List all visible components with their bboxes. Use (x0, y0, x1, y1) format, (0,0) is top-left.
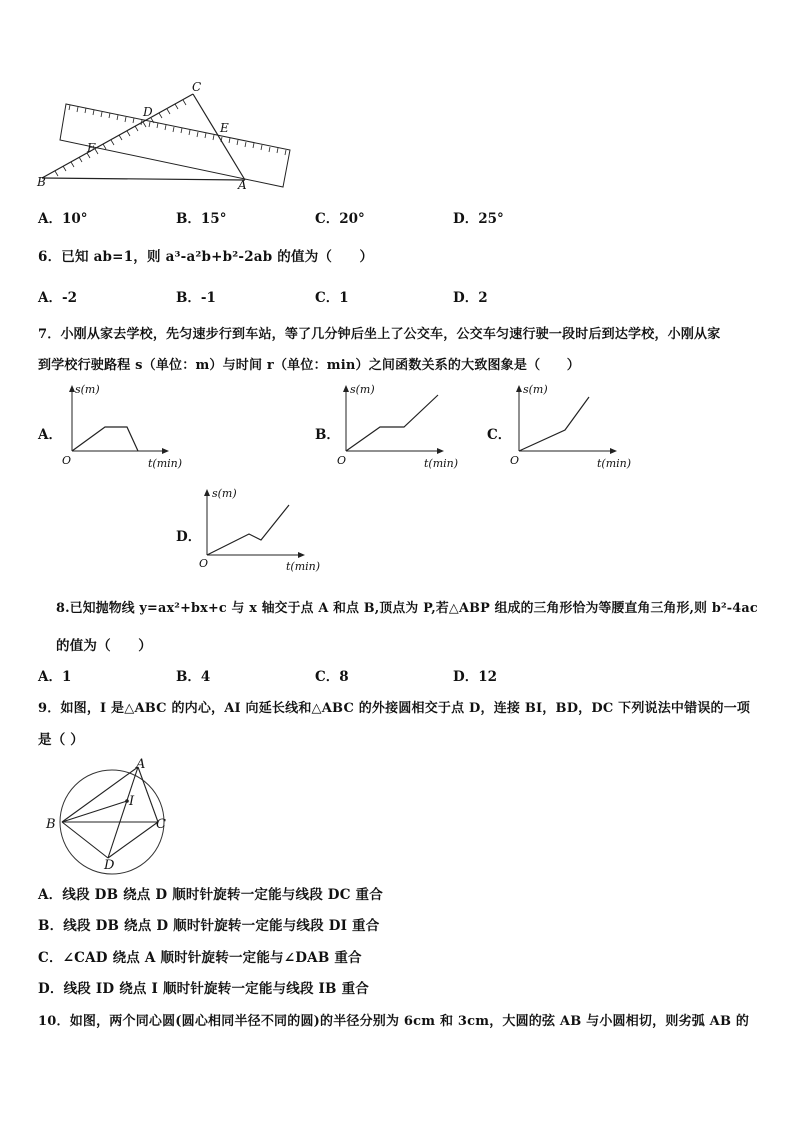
point-label-f: F (87, 141, 96, 155)
q6-option-a[interactable]: A．-2 (38, 290, 77, 306)
q7-a-origin: O (62, 454, 72, 467)
q5-option-b[interactable]: B．15° (176, 211, 227, 227)
q7-graph-d (207, 489, 327, 569)
q8-option-a[interactable]: A．1 (38, 669, 72, 685)
q7-d-x-label: t(min) (286, 560, 321, 573)
q9-stem-line1: 9．如图，I 是△ABC 的内心，AI 向延长线和△ABC 的外接圆相交于点 D，连接 BI，BD，DC 下列说法中错误的一项 (38, 701, 751, 716)
q5-option-d[interactable]: D．25° (453, 211, 504, 227)
q7-d-origin: O (199, 557, 209, 570)
q7-option-a[interactable]: A． (38, 427, 62, 443)
q7-c-origin: O (510, 454, 520, 467)
q8-option-d[interactable]: D．12 (453, 669, 497, 685)
q7-option-c[interactable]: C． (487, 427, 512, 443)
q7-c-x-label: t(min) (597, 457, 632, 470)
q7-b-x-label: t(min) (424, 457, 459, 470)
q9-point-i: I (129, 794, 135, 809)
q7-option-d[interactable]: D． (176, 529, 202, 545)
q9-stem-line2: 是（ ） (38, 732, 84, 748)
q9-point-b: B (46, 817, 56, 832)
q6-option-d[interactable]: D．2 (453, 290, 488, 306)
q6-option-b[interactable]: B．-1 (176, 290, 216, 306)
q7-b-y-label: s(m) (350, 383, 375, 396)
q8-stem-line1: 8.已知抛物线 y=ax²+bx+c 与 x 轴交于点 A 和点 B,顶点为 P,若△ABP 组成的三角形恰为等腰直角三角形,则 b²-4ac (56, 601, 758, 616)
q9-option-b[interactable]: B．线段 DB 绕点 D 顺时针旋转一定能与线段 DI 重合 (38, 918, 380, 934)
ruler-triangle-figure (0, 0, 794, 200)
q9-option-d[interactable]: D．线段 ID 绕点 I 顺时针旋转一定能与线段 IB 重合 (38, 981, 369, 997)
q9-option-a[interactable]: A．线段 DB 绕点 D 顺时针旋转一定能与线段 DC 重合 (38, 887, 383, 903)
q6-stem: 6．已知 ab=1，则 a³-a²b+b²-2ab 的值为（ ） (38, 249, 374, 265)
point-label-e: E (220, 121, 229, 135)
q7-graph-a (72, 385, 192, 465)
q7-b-origin: O (337, 454, 347, 467)
q7-graph-c (519, 385, 639, 465)
q8-stem-line2: 的值为（ ） (56, 638, 152, 654)
point-label-b: B (37, 175, 46, 189)
q7-a-x-label: t(min) (148, 457, 183, 470)
q9-point-a: A (136, 757, 146, 772)
q7-d-y-label: s(m) (212, 487, 237, 500)
q6-option-c[interactable]: C．1 (315, 290, 349, 306)
q7-c-y-label: s(m) (523, 383, 548, 396)
q8-option-c[interactable]: C．8 (315, 669, 349, 685)
point-label-a: A (238, 178, 247, 192)
q9-option-c[interactable]: C．∠CAD 绕点 A 顺时针旋转一定能与∠DAB 重合 (38, 950, 362, 966)
q7-stem-line1: 7．小刚从家去学校，先匀速步行到车站，等了几分钟后坐上了公交车，公交车匀速行驶一段时后到达学校，小刚从家 (38, 327, 721, 342)
q9-point-c: C (156, 817, 166, 832)
q9-point-d: D (104, 858, 115, 873)
q7-option-b[interactable]: B． (315, 427, 340, 443)
q5-option-a[interactable]: A．10° (38, 211, 88, 227)
point-label-c: C (192, 80, 202, 94)
point-label-d: D (143, 105, 153, 119)
q7-a-y-label: s(m) (75, 383, 100, 396)
q5-option-c[interactable]: C．20° (315, 211, 365, 227)
q7-stem-line2: 到学校行驶路程 s（单位：m）与时间 r（单位：min）之间函数关系的大致图象是（ ） (38, 358, 580, 373)
q10-stem-line1: 10．如图，两个同心圆(圆心相同半径不同的圆)的半径分别为 6cm 和 3cm，大圆的弦 AB 与小圆相切，则劣弧 AB 的 (38, 1014, 750, 1029)
q7-graph-b (346, 385, 466, 465)
q8-option-b[interactable]: B．4 (176, 669, 211, 685)
